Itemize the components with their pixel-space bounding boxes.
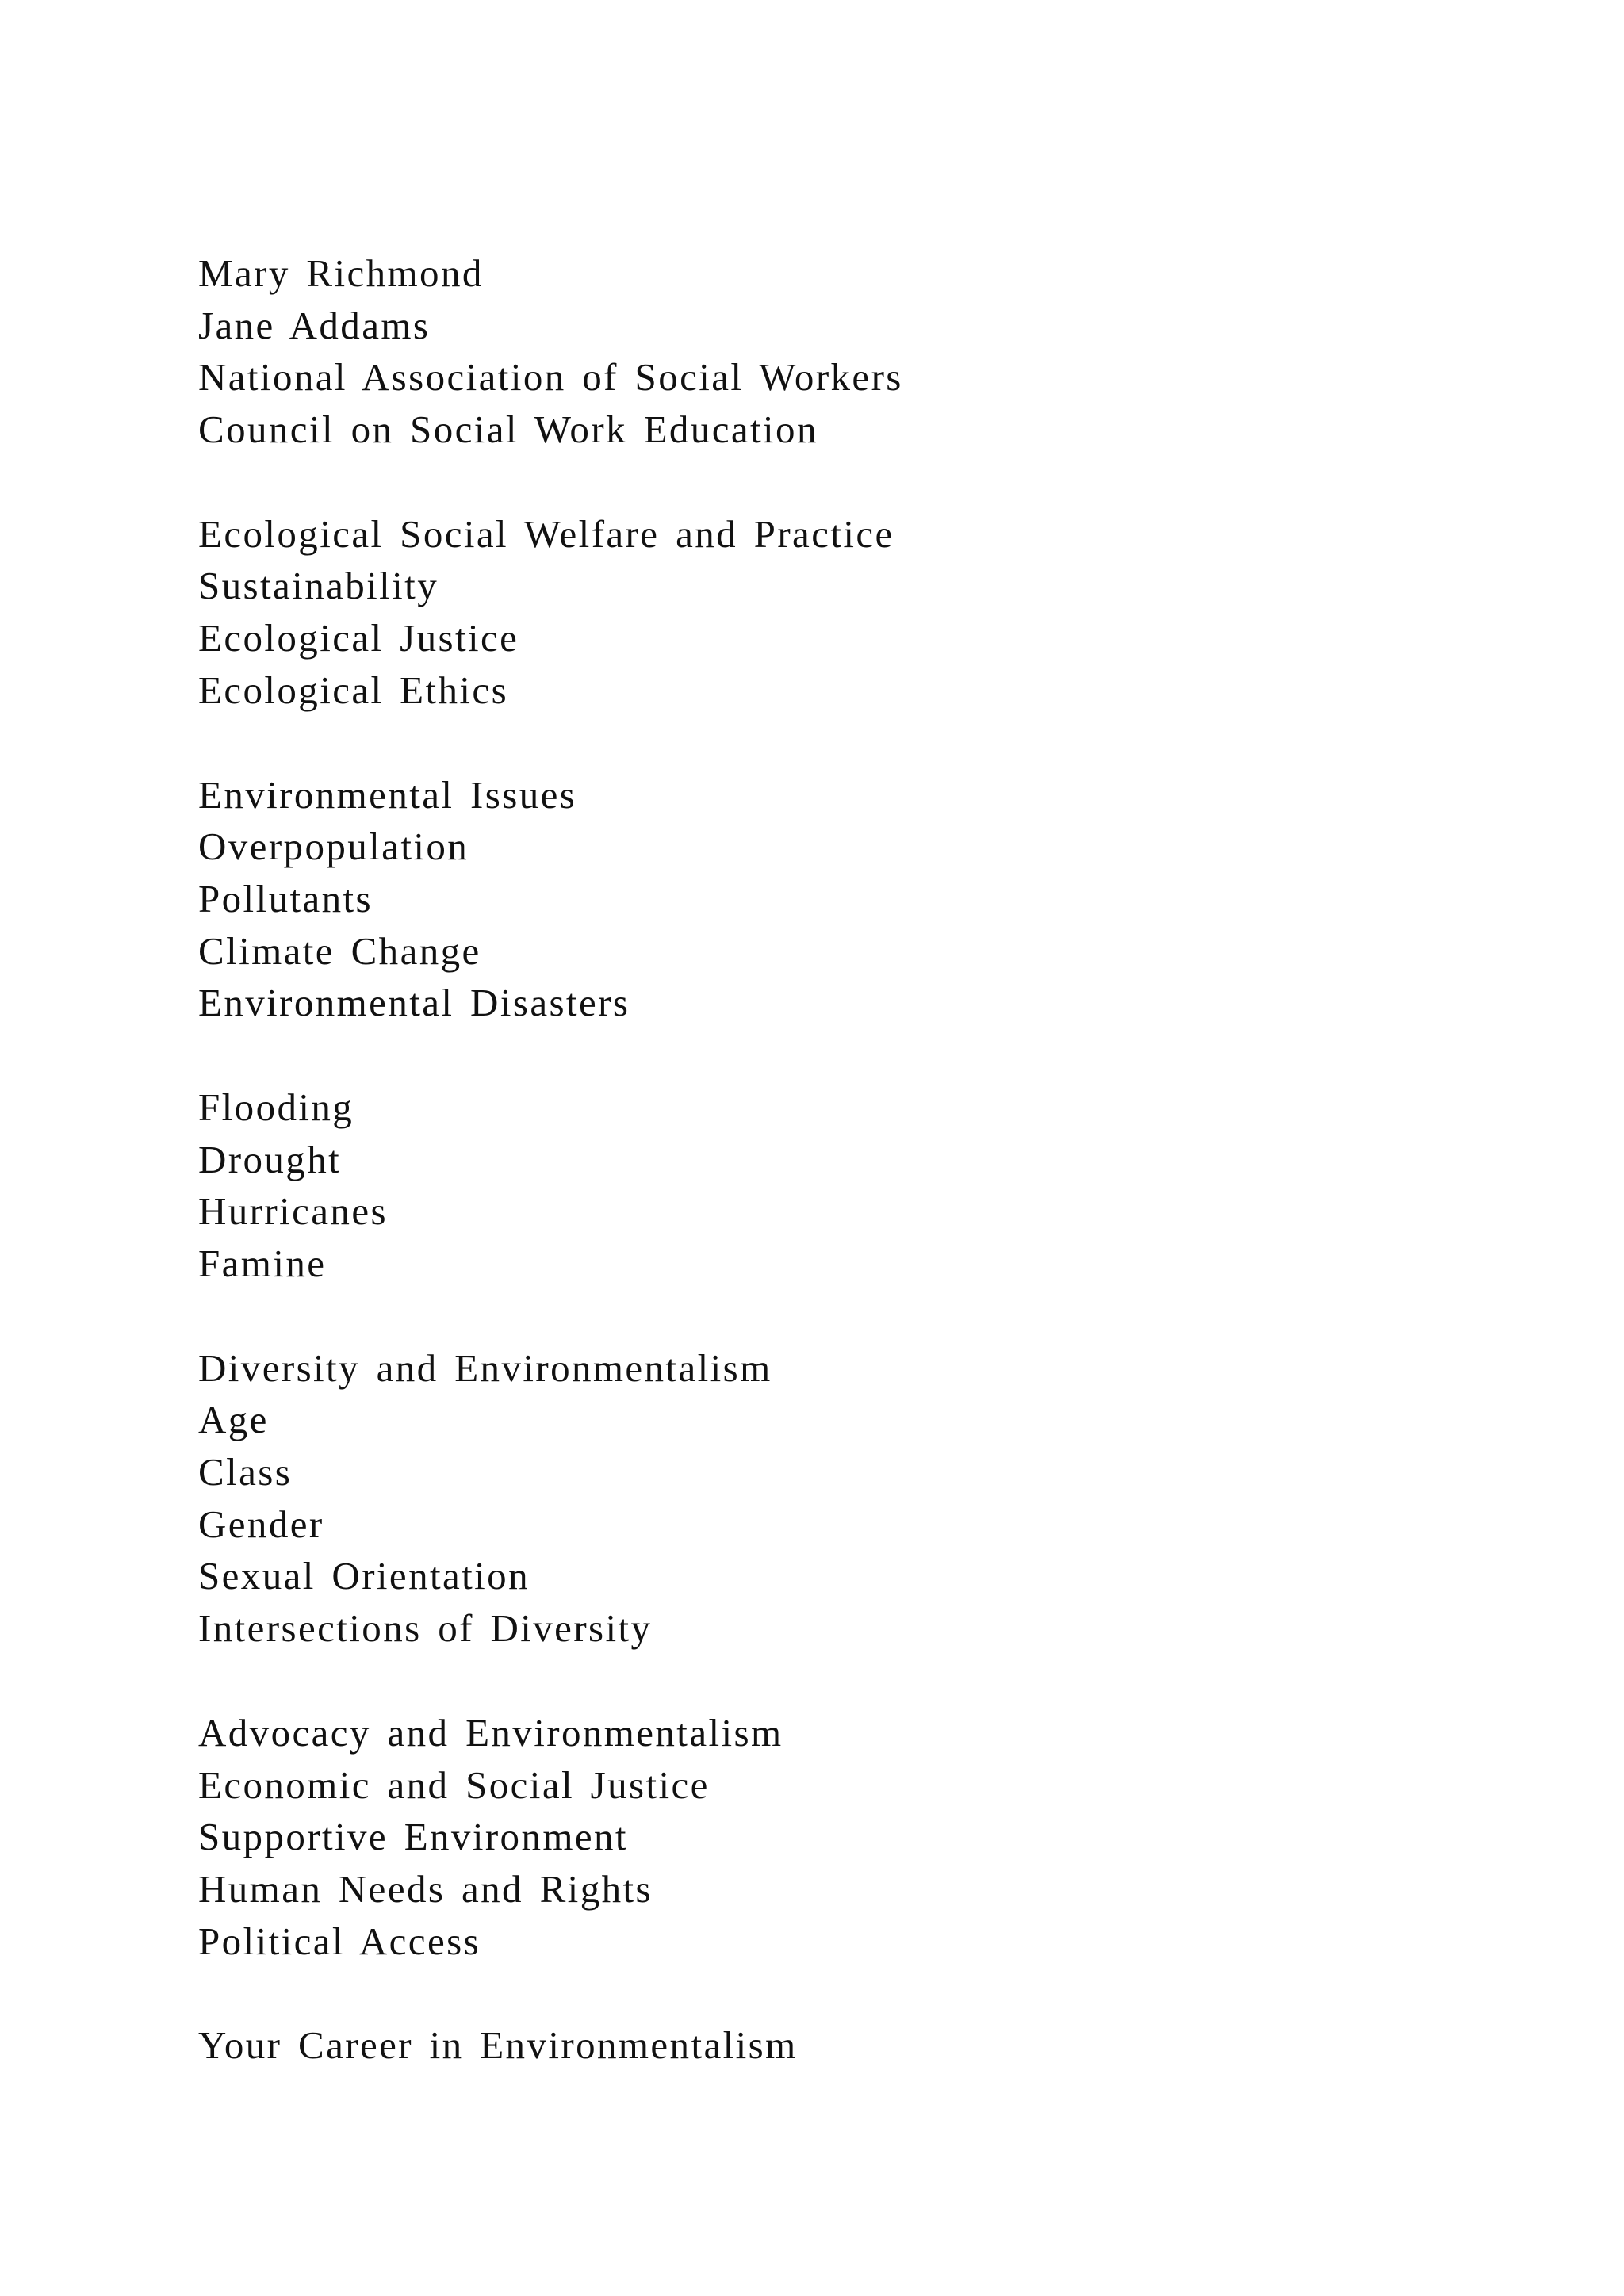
group-diversity <box>198 1342 1546 1655</box>
text-line: Environmental Issues <box>198 772 577 817</box>
text-line: Flooding <box>198 1085 354 1129</box>
text-line: Council on Social Work Education <box>198 408 818 452</box>
text-line: Ecological Social Welfare and Practice <box>198 511 894 556</box>
text-line: Ecological Justice <box>198 616 519 660</box>
text-line: Ecological Ethics <box>198 668 509 712</box>
text-line: Overpopulation <box>198 825 469 869</box>
group-ecological-practice <box>198 508 1546 717</box>
text-line: National Association of Social Workers <box>198 355 903 400</box>
text-line: Human Needs and Rights <box>198 1866 653 1911</box>
text-line: Intersections of Diversity <box>198 1606 653 1651</box>
group-career <box>198 2019 1546 2072</box>
text-line: Famine <box>198 1242 327 1285</box>
text-line: Hurricanes <box>198 1189 388 1234</box>
group-disasters <box>198 1081 1546 1290</box>
group-advocacy <box>198 1707 1546 1967</box>
text-line: Mary Richmond <box>198 251 484 295</box>
text-line: Gender <box>198 1502 324 1546</box>
group-environmental-issues <box>198 769 1546 1029</box>
text-line: Jane Addams <box>198 303 431 347</box>
text-line: Sustainability <box>198 564 439 608</box>
text-line: Economic and Social Justice <box>198 1762 710 1807</box>
text-line: Advocacy and Environmentalism <box>198 1710 783 1755</box>
document-body <box>198 247 1546 2124</box>
text-line: Climate Change <box>198 928 481 973</box>
text-line: Diversity and Environmentalism <box>198 1345 772 1390</box>
text-line: Drought <box>198 1137 342 1181</box>
text-line: Supportive Environment <box>198 1815 628 1859</box>
text-line: Sexual Orientation <box>198 1554 530 1598</box>
text-line: Pollutants <box>198 876 373 920</box>
text-line: Your Career in Environmentalism <box>198 2023 798 2068</box>
text-line: Political Access <box>198 1919 481 1963</box>
text-line: Class <box>198 1450 293 1494</box>
text-line: Age <box>198 1398 269 1442</box>
text-line: Environmental Disasters <box>198 981 630 1025</box>
group-social-work-figures <box>198 247 1546 456</box>
